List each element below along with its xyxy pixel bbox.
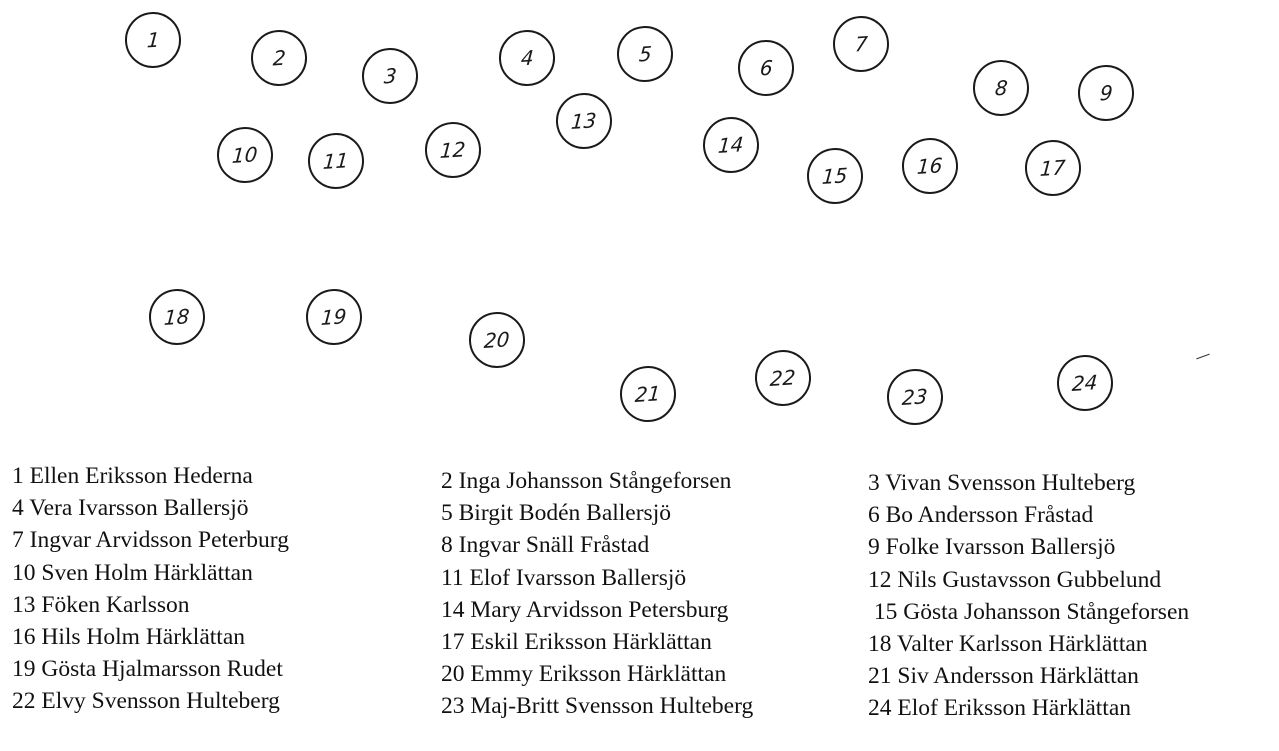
circle-11 (306, 131, 366, 191)
circle-number: 12 (439, 137, 467, 163)
circle-22 (753, 348, 813, 408)
circle-1 (123, 10, 183, 70)
legend-entry: 5 Birgit Bodén Ballersjö (441, 500, 671, 527)
legend-entry: 9 Folke Ivarsson Ballersjö (868, 534, 1116, 561)
circle-20 (467, 310, 527, 370)
circle-16 (900, 136, 960, 196)
legend-entry: 21 Siv Andersson Härklättan (868, 663, 1139, 690)
legend-entry: 12 Nils Gustavsson Gubbelund (868, 566, 1162, 593)
legend-entry: 6 Bo Andersson Fråstad (868, 502, 1094, 529)
circle-23 (885, 367, 945, 427)
circle-4 (497, 28, 557, 88)
scan-speck (1196, 354, 1209, 360)
circle-number: 11 (322, 148, 350, 174)
circle-17 (1023, 138, 1083, 198)
legend-entry: 11 Elof Ivarsson Ballersjö (441, 564, 687, 591)
circle-6 (736, 38, 796, 98)
circle-number: 6 (758, 55, 774, 81)
circle-9 (1076, 63, 1136, 123)
circle-number: 9 (1098, 80, 1114, 106)
circle-number: 14 (717, 132, 745, 158)
circle-2 (249, 28, 309, 88)
legend-entry: 17 Eskil Eriksson Härklättan (441, 628, 712, 655)
circle-number: 18 (163, 304, 191, 330)
legend-entry: 10 Sven Holm Härklättan (12, 559, 253, 586)
circle-19 (304, 287, 364, 347)
circle-number: 2 (271, 45, 287, 71)
circle-3 (360, 46, 420, 106)
legend-column-1 (12, 460, 289, 718)
legend-entry: 7 Ingvar Arvidsson Peterburg (12, 527, 289, 554)
legend-column-2 (441, 465, 753, 723)
circle-8 (971, 58, 1031, 118)
circle-number: 13 (570, 108, 598, 134)
circle-14 (701, 115, 761, 175)
circle-number: 22 (769, 365, 797, 391)
circle-number: 4 (519, 45, 535, 71)
legend-entry: 3 Vivan Svensson Hulteberg (868, 470, 1136, 496)
circle-18 (147, 287, 207, 347)
legend-entry: 23 Maj-Britt Svensson Hulteberg (441, 693, 754, 720)
circle-number: 17 (1039, 155, 1067, 181)
circle-number: 8 (993, 75, 1009, 101)
legend-entry: 16 Hils Holm Härklättan (12, 623, 246, 650)
circle-number: 1 (145, 27, 161, 53)
circle-number: 19 (320, 304, 348, 330)
circle-13 (554, 91, 614, 151)
legend-entry: 2 Inga Johansson Stångeforsen (441, 468, 732, 494)
legend-entry: 19 Gösta Hjalmarsson Rudet (12, 656, 283, 683)
circle-number: 10 (231, 142, 259, 168)
legend-entry: 20 Emmy Eriksson Härklättan (441, 661, 727, 688)
circle-number: 15 (821, 163, 849, 189)
legend-entry: 4 Vera Ivarsson Ballersjö (12, 495, 249, 522)
circle-10 (215, 125, 275, 185)
circle-number: 3 (382, 63, 398, 89)
legend-entry: 14 Mary Arvidsson Petersburg (441, 596, 729, 623)
circle-number: 21 (634, 381, 662, 407)
circle-number: 20 (483, 327, 511, 353)
circle-number: 16 (916, 153, 944, 179)
circle-number: 24 (1071, 370, 1099, 396)
circle-24 (1055, 353, 1115, 413)
circle-number: 23 (901, 384, 929, 410)
legend-entry: 18 Valter Karlsson Härklättan (868, 630, 1148, 657)
legend-entry: 15 Gösta Johansson Stångeforsen (868, 598, 1190, 625)
legend-column-3 (868, 467, 1189, 725)
circle-21 (618, 364, 678, 424)
legend-entry: 24 Elof Eriksson Härklättan (868, 695, 1132, 722)
legend-entry: 8 Ingvar Snäll Fråstad (441, 532, 650, 559)
legend-entry: 13 Föken Karlsson (12, 591, 190, 618)
circle-12 (423, 120, 483, 180)
circle-number: 7 (853, 31, 869, 57)
circle-7 (831, 14, 891, 74)
legend-entry: 1 Ellen Eriksson Hederna (12, 463, 253, 489)
circle-5 (615, 24, 675, 84)
circle-15 (805, 146, 865, 206)
circle-number: 5 (637, 41, 653, 67)
legend-entry: 22 Elvy Svensson Hulteberg (12, 688, 280, 715)
